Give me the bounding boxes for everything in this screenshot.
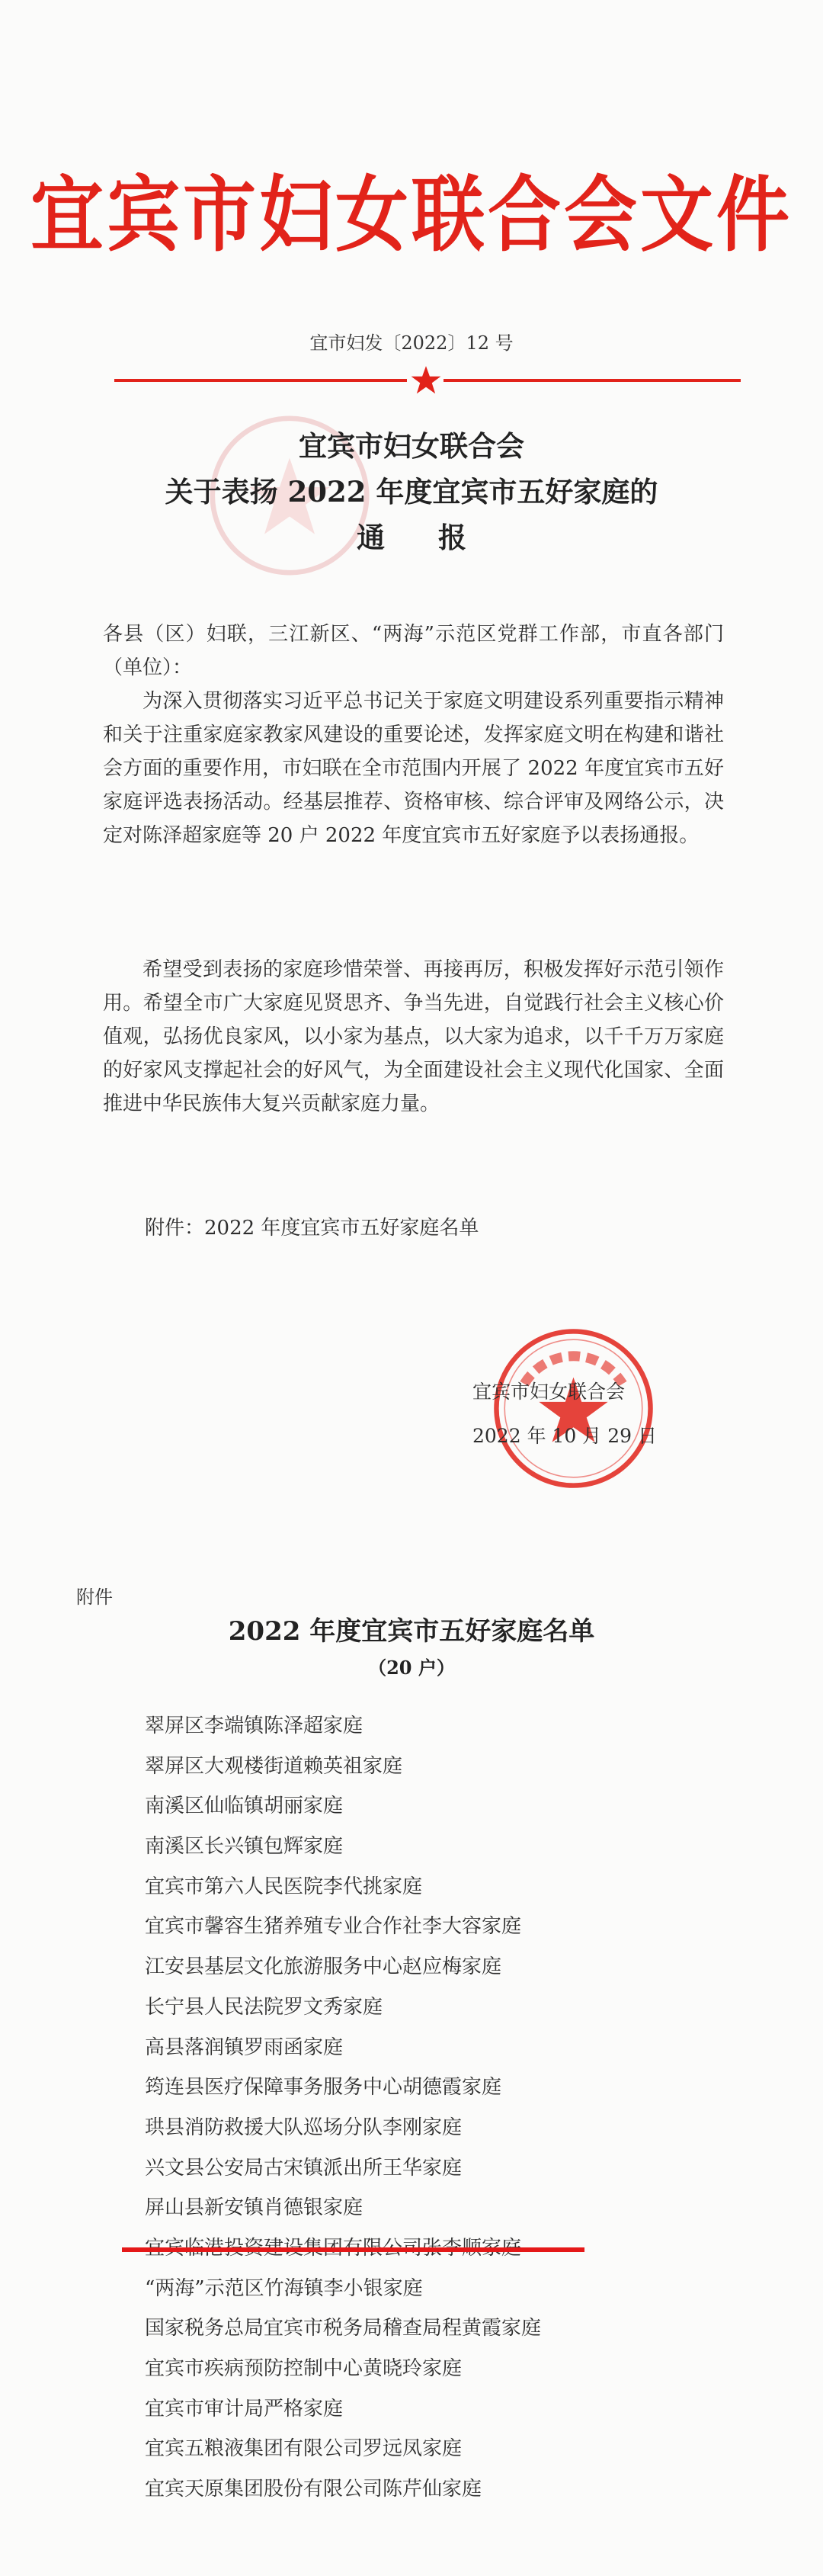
document-number: 宜市妇发〔2022〕12 号 bbox=[309, 332, 514, 354]
title-char-tong: 通 bbox=[357, 521, 438, 554]
list-item: 屏山县新安镇肖德银家庭 bbox=[145, 2196, 363, 2220]
red-underline-highlight bbox=[122, 2247, 584, 2252]
list-item: 珙县消防救援大队巡场分队李刚家庭 bbox=[145, 2116, 463, 2139]
title-line-1: 宜宾市妇女联合会 bbox=[299, 429, 524, 463]
title-line-3 bbox=[0, 515, 823, 560]
annex-title: 2022 年度宜宾市五好家庭名单 bbox=[228, 1616, 595, 1647]
list-item: 翠屏区李端镇陈泽超家庭 bbox=[145, 1715, 363, 1737]
family-list bbox=[145, 1706, 724, 2510]
annex-label: 附件 bbox=[76, 1586, 113, 1608]
signature-date: 2022 年 10 月 29 日 bbox=[472, 1425, 657, 1447]
title-char-bao: 报 bbox=[438, 521, 466, 554]
list-item: 兴文县公安局古宋镇派出所王华家庭 bbox=[145, 2156, 463, 2180]
list-item: 宜宾市审计局严格家庭 bbox=[145, 2397, 344, 2420]
attachment-note: 附件：2022 年度宜宾市五好家庭名单 bbox=[145, 1217, 479, 1240]
list-item: 江安县基层文化旅游服务中心赵应梅家庭 bbox=[145, 1955, 502, 1979]
list-item: 宜宾五粮液集团有限公司罗远凤家庭 bbox=[145, 2437, 463, 2461]
signature-org: 宜宾市妇女联合会 bbox=[472, 1381, 626, 1403]
masthead-title: 宜宾市妇女联合会文件 bbox=[30, 167, 793, 263]
list-item: 南溪区仙临镇胡丽家庭 bbox=[145, 1795, 344, 1818]
list-item: 宜宾市馨容生猪养殖专业合作社李大容家庭 bbox=[145, 1915, 522, 1939]
title-line-2: 关于表扬 2022 年度宜宾市五好家庭的 bbox=[165, 475, 658, 508]
list-item: 筠连县医疗保障事务服务中心胡德霞家庭 bbox=[145, 2076, 502, 2100]
list-item: 高县落润镇罗雨函家庭 bbox=[145, 2035, 344, 2059]
list-item: 南溪区长兴镇包辉家庭 bbox=[145, 1835, 344, 1859]
list-item: 宜宾市疾病预防控制中心黄晓玲家庭 bbox=[145, 2357, 463, 2380]
paragraph-1: 为深入贯彻落实习近平总书记关于家庭文明建设系列重要指示精神和关于注重家庭家教家风建设的重要论述，发挥家庭文明在构建和谐社会方面的重要作用，市妇联在全市范围内开展了 2022 年度宜宾市五好家庭评选表扬活动。经基层推荐、资格审核、综合评审及网络公示，决定对陈泽超家庭等 20 户 2022 年度宜宾市五好家庭予以表扬通报。 bbox=[103, 690, 724, 847]
red-rule-right bbox=[444, 379, 741, 382]
salutation: 各县（区）妇联，三江新区、“两海”示范区党群工作部，市直各部门（单位）： bbox=[103, 623, 724, 679]
list-item: 国家税务总局宜宾市税务局稽查局程黄霞家庭 bbox=[145, 2317, 542, 2340]
red-star-icon bbox=[410, 364, 442, 396]
red-rule-left bbox=[114, 379, 407, 382]
paragraph-2: 希望受到表扬的家庭珍惜荣誉、再接再厉，积极发挥好示范引领作用。希望全市广大家庭见贤思齐、争当先进，自觉践行社会主义核心价值观，弘扬优良家风，以小家为基点，以大家为追求，以千千万万家庭的好家风支撑起社会的好风气，为全面建设社会主义现代化国家、全面推进中华民族伟大复兴贡献家庭力量。 bbox=[103, 958, 724, 1115]
list-item: “两海”示范区竹海镇李小银家庭 bbox=[145, 2276, 423, 2300]
notice-title bbox=[0, 423, 823, 560]
official-seal-icon bbox=[492, 1326, 655, 1490]
annex-count: （20 户） bbox=[368, 1657, 455, 1679]
list-item: 翠屏区大观楼街道赖英祖家庭 bbox=[145, 1754, 403, 1778]
list-item: 宜宾天原集团股份有限公司陈芹仙家庭 bbox=[145, 2478, 482, 2501]
list-item: 长宁县人民法院罗文秀家庭 bbox=[145, 1995, 383, 2019]
list-item: 宜宾市第六人民医院李代挑家庭 bbox=[145, 1875, 423, 1898]
